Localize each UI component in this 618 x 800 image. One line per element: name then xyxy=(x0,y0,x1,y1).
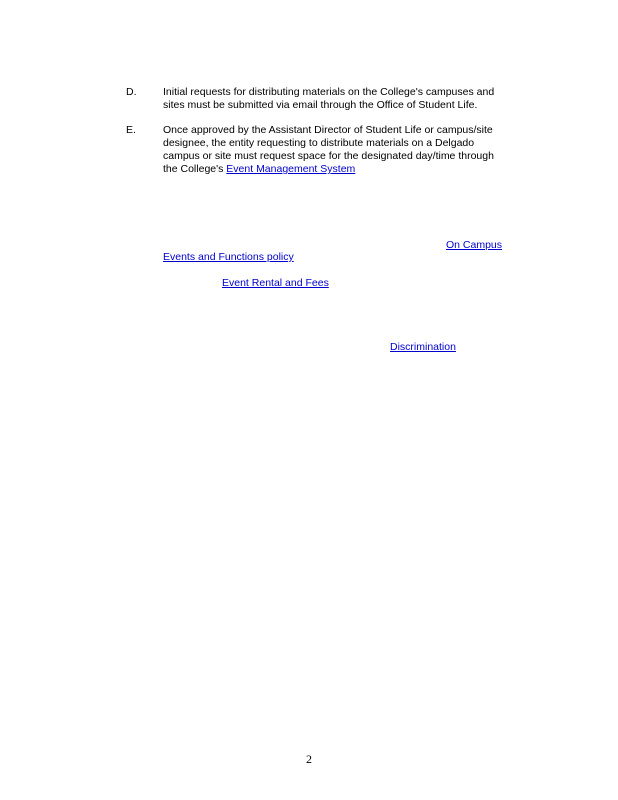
event-rental-fees-link[interactable]: Event Rental and Fees xyxy=(222,277,329,289)
item-line-with-link xyxy=(163,163,515,176)
item-line: Once approved by the Assistant Director of Student Life or campus/site xyxy=(163,124,493,136)
item-letter: D. xyxy=(126,86,137,98)
event-management-system-link[interactable]: Event Management System xyxy=(226,163,356,175)
item-line: Initial requests for distributing materials on the College's campuses and xyxy=(163,86,495,98)
on-campus-link[interactable]: On Campus xyxy=(446,239,503,251)
item-line: sites must be submitted via email through the Office of Student Life. xyxy=(163,99,478,111)
page-number: 2 xyxy=(306,752,312,766)
item-letter: E. xyxy=(126,124,136,136)
item-text xyxy=(163,86,515,112)
events-functions-policy-link[interactable]: Events and Functions policy xyxy=(163,251,294,263)
item-line: the College's xyxy=(163,163,224,175)
discrimination-link[interactable]: Discrimination xyxy=(390,341,456,353)
item-line: designee, the entity requesting to distribute materials on a Delgado xyxy=(163,137,475,149)
item-text xyxy=(163,124,515,176)
item-line: campus or site must request space for the designated day/time through xyxy=(163,150,494,162)
